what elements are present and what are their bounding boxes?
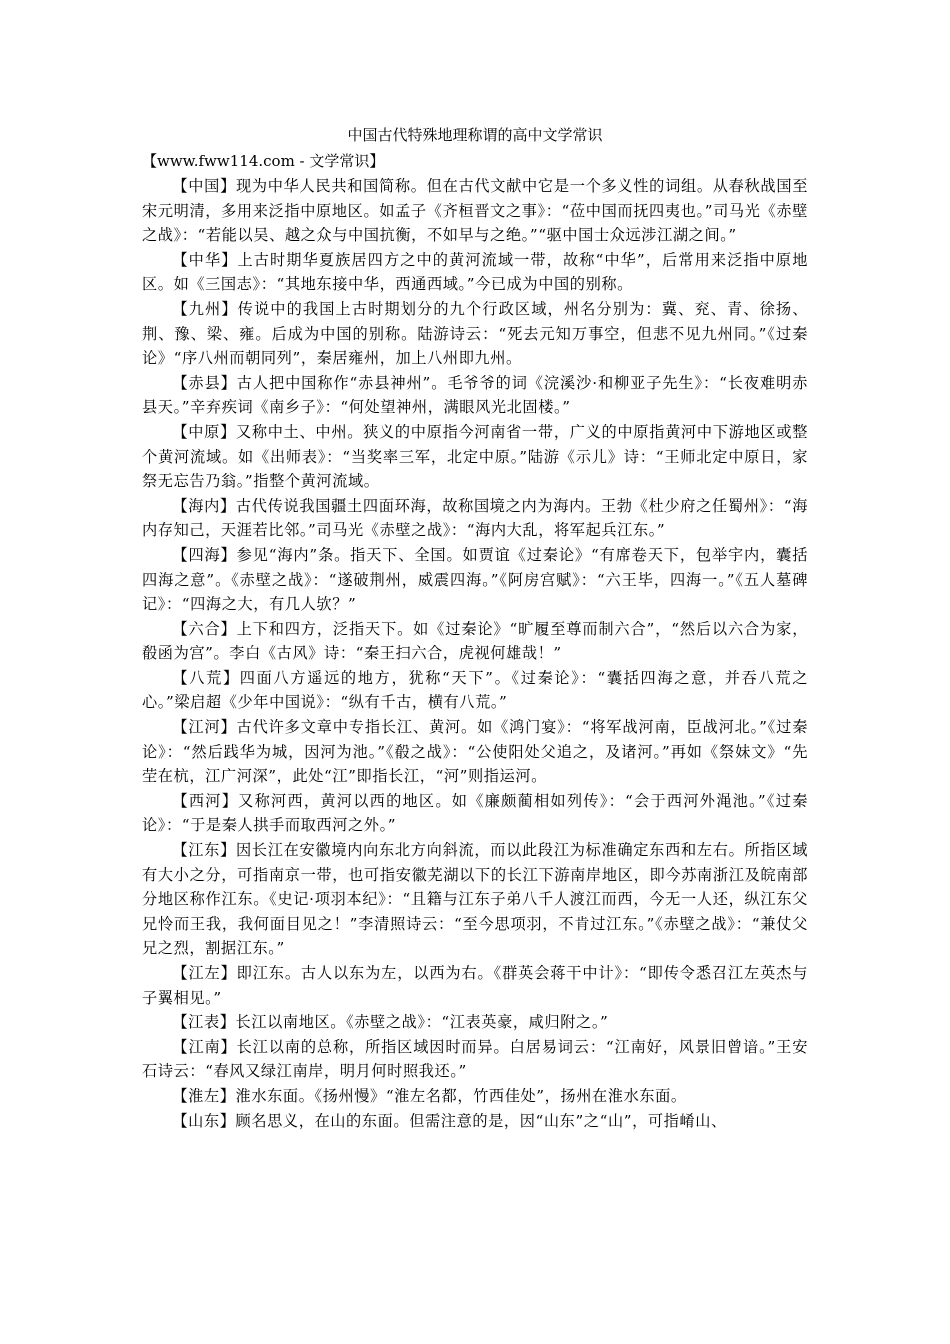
entry-xihe: 【西河】又称河西，黄河以西的地区。如《廉颇蔺相如列传》：“会于西河外渑池。”《过秦论》：“于是秦人拱手而取西河之外。”	[142, 791, 808, 835]
entry-jianghe: 【江河】古代许多文章中专指长江、黄河。如《鸿门宴》：“将军战河南，臣战河北。”《过秦论》：“然后践华为城，因河为池。”《殽之战》：“公使阳处父追之，及诸河。”再如《祭妹文》“先茔在杭，江广河深”，此处“江”即指长江，“河”则指运河。	[142, 718, 808, 786]
entry-bahuang: 【八荒】四面八方遥远的地方，犹称“天下”。《过秦论》：“囊括四海之意，并吞八荒之心。”梁启超《少年中国说》：“纵有千古，横有八荒。”	[142, 668, 808, 712]
source-line: 【www.fww114.com - 文学常识】	[142, 152, 385, 170]
entry-chixian: 【赤县】古人把中国称作“赤县神州”。毛爷爷的词《浣溪沙·和柳亚子先生》：“长夜难明赤县天。”辛弃疾词《南乡子》：“何处望神州，满眼风光北固楼。”	[142, 373, 808, 417]
entry-jiuzhou: 【九州】传说中的我国上古时期划分的九个行政区域，州名分别为：冀、兖、青、徐扬、荆、豫、梁、雍。后成为中国的别称。陆游诗云：“死去元知万事空，但悲不见九州同。”《过秦论》“序八州而朝同列”，秦居雍州，加上八州即九州。	[142, 299, 808, 368]
entry-liuhe: 【六合】上下和四方，泛指天下。如《过秦论》“旷履至尊而制六合”，“然后以六合为家，殽函为宫”。李白《古风》诗：“秦王扫六合，虎视何雄哉！”	[142, 619, 808, 663]
entry-sihai: 【四海】参见“海内”条。指天下、全国。如贾谊《过秦论》“有席卷天下，包举宇内，囊括四海之意”。《赤壁之战》：“遂破荆州，威震四海。”《阿房宫赋》：“六王毕，四海一。”《五人墓碑记》：“四海之大，有几人欤？”	[142, 545, 808, 614]
entry-huaizuo: 【淮左】淮水东面。《扬州慢》“淮左名都，竹西佳处”，扬州在淮水东面。	[172, 1086, 687, 1105]
entry-jiangbiao: 【江表】长江以南地区。《赤壁之战》：“江表英豪，咸归附之。”	[172, 1013, 609, 1032]
entry-zhongyuan: 【中原】又称中土、中州。狭义的中原指今河南省一带，广义的中原指黄河中下游地区或整个黄河流域。如《出师表》：“当奖率三军，北定中原。”陆游《示儿》诗：“王师北定中原日，家祭无忘告乃翁。”指整个黄河流域。	[142, 422, 808, 491]
document-page	[142, 122, 808, 1133]
entry-jiangdong: 【江东】因长江在安徽境内向东北方向斜流，而以此段江为标准确定东西和左右。所指区域有大小之分，可指南京一带，也可指安徽芜湖以下的长江下游南岸地区，即今苏南浙江及皖南部分地区称作江东。《史记·项羽本纪》：“且籍与江东子弟八千人渡江而西，今无一人还，纵江东父兄怜而王我，我何面目见之！”李清照诗云：“至今思项羽，不肯过江东。”《赤壁之战》：“兼仗父兄之烈，割据江东。”	[142, 841, 808, 958]
entry-hainei: 【海内】古代传说我国疆土四面环海，故称国境之内为海内。王勃《杜少府之任蜀州》：“海内存知己，天涯若比邻。”司马光《赤壁之战》：“海内大乱，将军起兵江东。”	[142, 496, 808, 540]
entry-jiangnan: 【江南】长江以南的总称，所指区域因时而异。白居易词云：“江南好，风景旧曾谙。”王安石诗云：“春风又绿江南岸，明月何时照我还。”	[142, 1037, 808, 1081]
entry-jiangzuo: 【江左】即江东。古人以东为左，以西为右。《群英会蒋干中计》：“即传令悉召江左英杰与子翼相见。”	[142, 964, 808, 1007]
entry-zhongguo: 【中国】现为中华人民共和国简称。但在古代文献中它是一个多义性的词组。从春秋战国至宋元明清，多用来泛指中原地区。如孟子《齐桓晋文之事》：“莅中国而抚四夷也。”司马光《赤壁之战》：“若能以吴、越之众与中国抗衡，不如早与之绝。”“驱中国士众远涉江湖之间。”	[142, 177, 808, 245]
entry-shandong: 【山东】顾名思义，在山的东面。但需注意的是，因“山东”之“山”，可指崤山、	[172, 1111, 727, 1130]
entry-zhonghua: 【中华】上古时期华夏族居四方之中的黄河流域一带，故称“中华”，后常用来泛指中原地区。如《三国志》：“其地东接中华，西通西域。”今已成为中国的别称。	[142, 250, 808, 294]
document-title: 中国古代特殊地理称谓的高中文学常识	[347, 126, 603, 144]
